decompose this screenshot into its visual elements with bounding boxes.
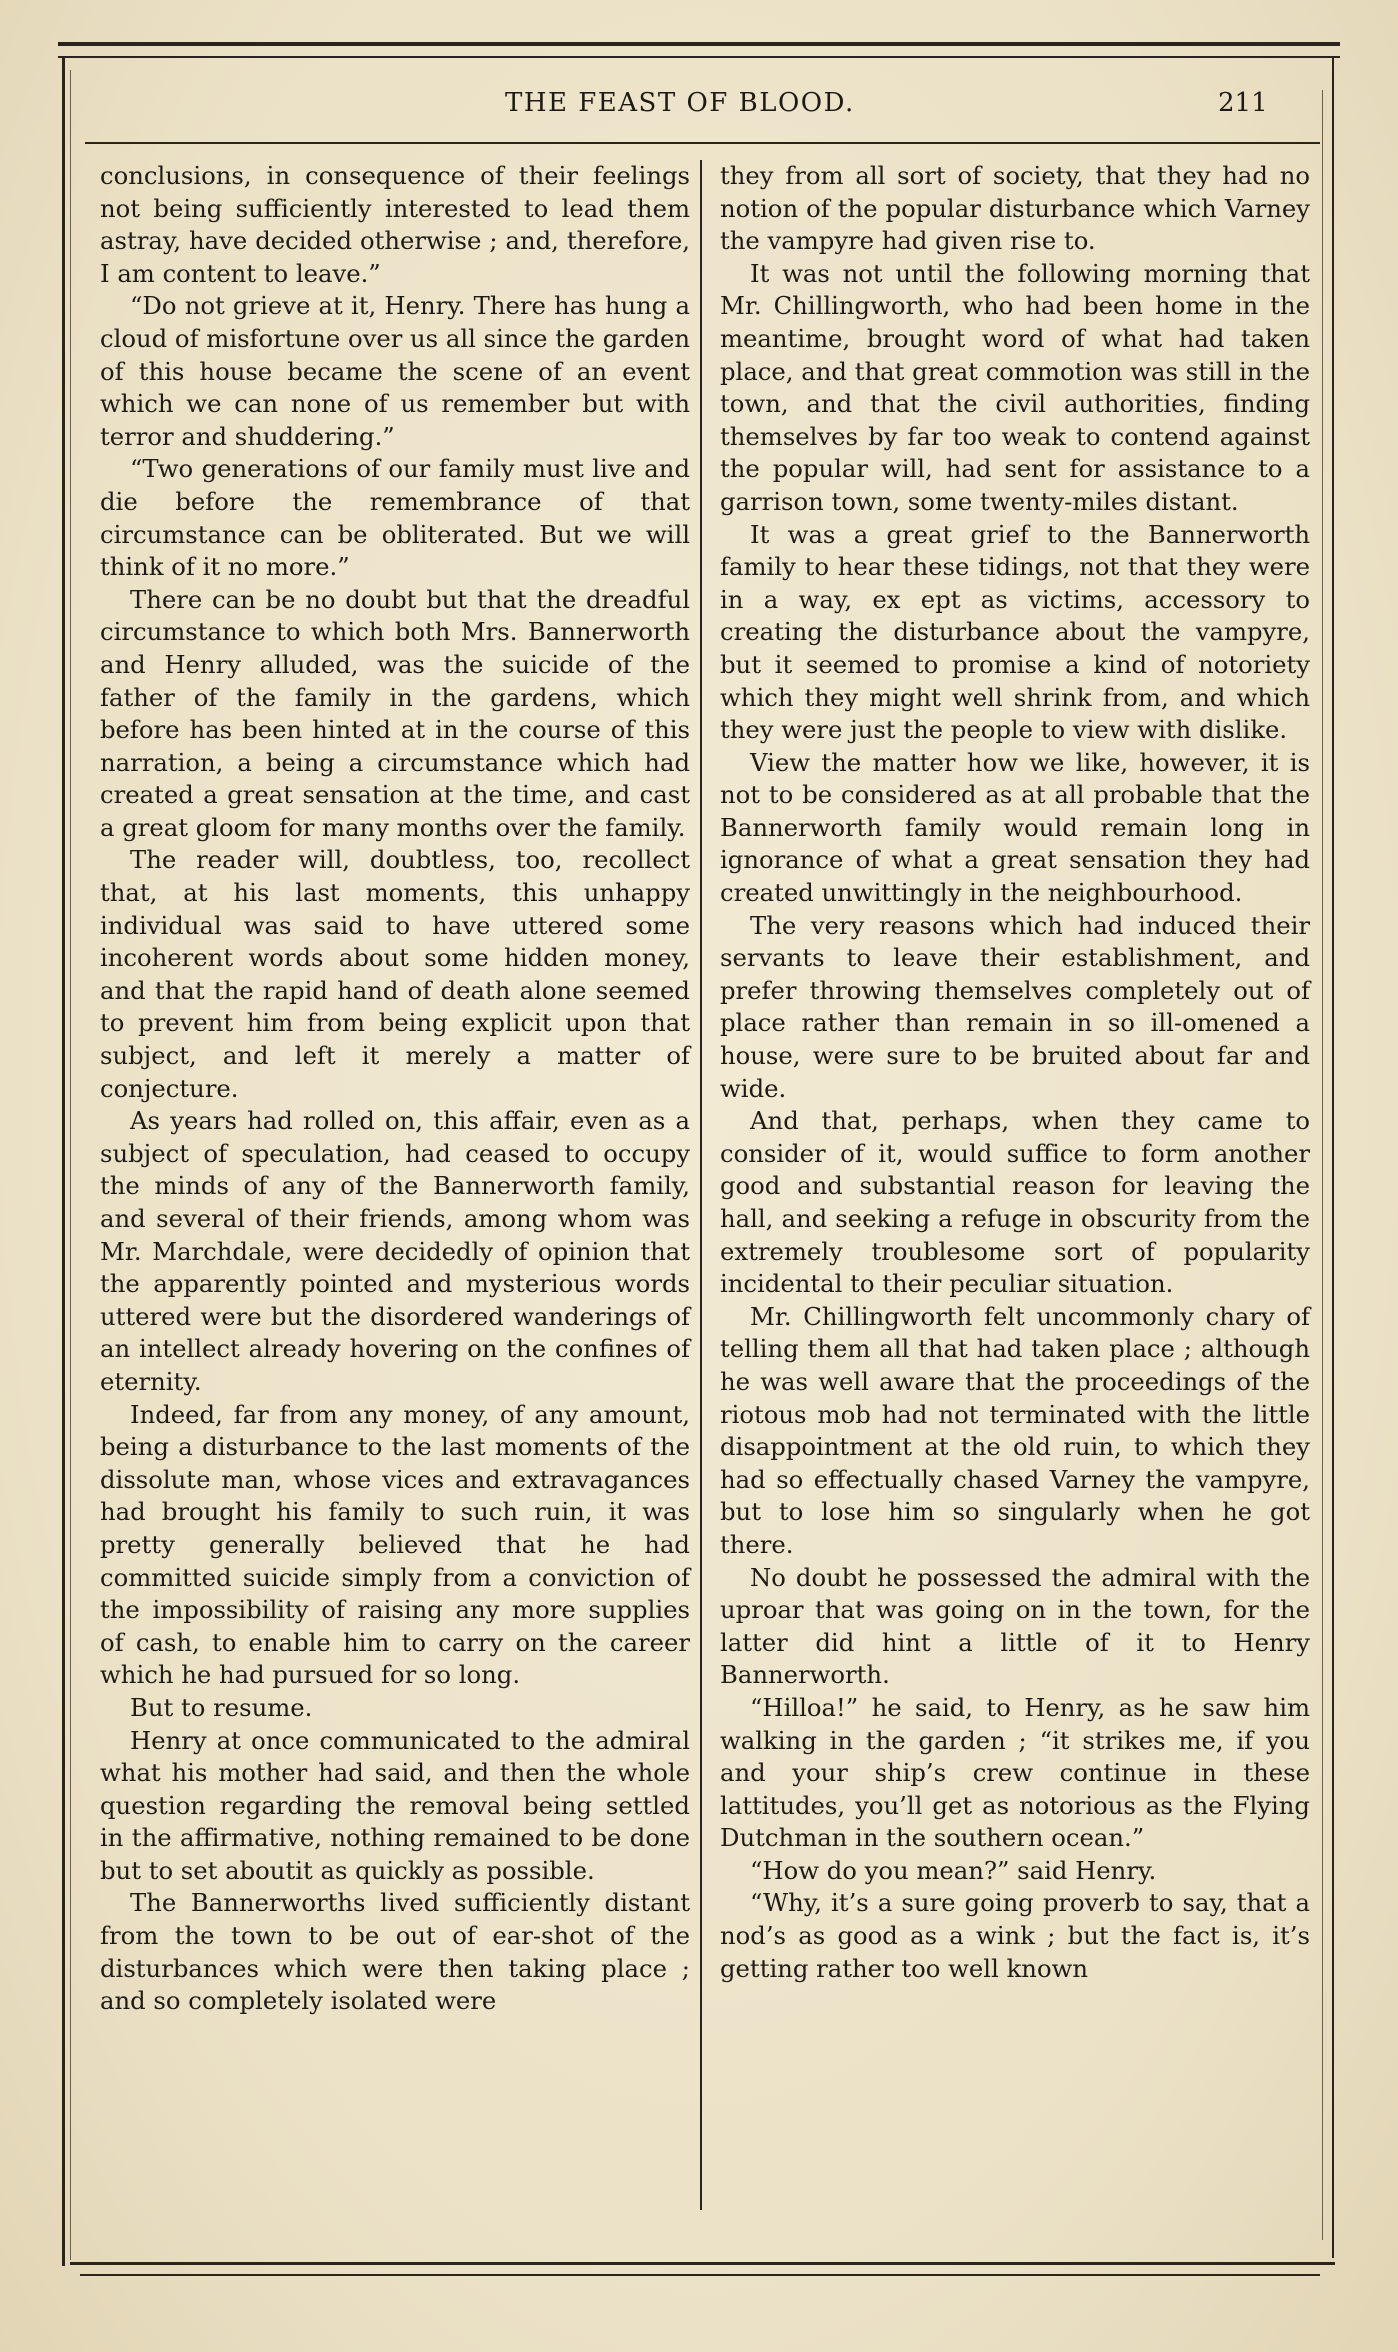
- paragraph: Henry at once communicated to the admiral what his mother had said, and then the whole question regarding the removal being settled in the affirmative, nothing remained to be done but to set aboutit as quickly as possible.: [100, 1725, 690, 1885]
- paragraph: Mr. Chillingworth felt uncommonly chary of telling them all that had taken place ; although he was well aware that the proceedings of the riotous mob had not terminated with the little disappointment at the old ruin, to which they had so effectually chased Varney the vampyre, but to lose him so singularly when he got there.: [720, 1301, 1310, 1559]
- column-divider: [700, 160, 702, 2210]
- paragraph: There can be no doubt but that the dreadful circumstance to which both Mrs. Bannerworth and Henry alluded, was the suicide of the father of the family in the gardens, which before has been hinted at in the course of this narration, a being a circumstance which had created a great sensation at the time, and cast a great gloom for many months over the family.: [100, 584, 690, 842]
- paragraph: they from all sort of society, that they had no notion of the popular disturbance which Varney the vampyre had given rise to.: [720, 161, 1310, 256]
- left-frame-line-thin: [70, 70, 71, 2260]
- header-rule: [85, 142, 1320, 144]
- left-frame-line: [62, 58, 65, 2266]
- paragraph: The very reasons which had induced their servants to leave their establishment, and prefer throwing themselves completely out of place rather than remain in so ill-omened a house, were sure to be bruited about far and wide.: [720, 910, 1310, 1103]
- paragraph: “Two generations of our family must live and die before the remembrance of that circumstance can be obliterated. But we will think of it no more.”: [100, 454, 690, 582]
- running-title: THE FEAST OF BLOOD.: [505, 88, 855, 118]
- paragraph: The Bannerworths lived sufficiently distant from the town to be out of ear-shot of the disturbances which were then taking place ; and so completely isolated were: [100, 1888, 690, 2016]
- right-frame-line: [1332, 58, 1334, 2258]
- paragraph: “Hilloa!” he said, to Henry, as he saw him walking in the garden ; “it strikes me, if you and your ship’s crew continue in these lattitudes, you’ll get as notorious as the Flying Dutchman in the southern ocean.”: [720, 1692, 1310, 1853]
- paragraph: It was not until the following morning that Mr. Chillingworth, who had been home in the meantime, brought word of what had taken place, and that great commotion was still in the town, and that the civil authorities, finding themselves by far too weak to contend against the popular will, had sent for assistance to a garrison town, some twenty-miles distant.: [720, 258, 1310, 516]
- paragraph: As years had rolled on, this affair, even as a subject of speculation, had ceased to occupy the minds of any of the Bannerworth family, and several of their friends, among whom was Mr. Marchdale, were decidedly of opinion that the apparently pointed and mysterious words uttered were but the disordered wanderings of an intellect already hovering on the confines of eternity.: [100, 1106, 690, 1396]
- left-column: [100, 160, 690, 2018]
- right-column: [720, 160, 1310, 1985]
- top-border-rule: [58, 42, 1340, 46]
- top-border-rule-thin: [58, 56, 1340, 58]
- paragraph: Indeed, far from any money, of any amount, being a disturbance to the last moments of the dissolute man, whose vices and extravagances had brought his family to such ruin, it was pretty generally believed that he had committed suicide simply from a conviction of the impossibility of raising any more supplies of cash, to enable him to carry on the career which he had pursued for so long.: [100, 1399, 690, 1690]
- paragraph: “Do not grieve at it, Henry. There has hung a cloud of misfortune over us all since the garden of this house became the scene of an event which we can none of us remember but with terror and shuddering.”: [100, 291, 690, 451]
- page-number: 211: [1218, 88, 1268, 118]
- right-frame-line-thin: [1322, 90, 1323, 2240]
- paragraph: “Why, it’s a sure going proverb to say, that a nod’s as good as a wink ; but the fact is, it’s getting rather too well known: [720, 1888, 1310, 1983]
- paragraph: The reader will, doubtless, too, recollect that, at his last moments, this unhappy individual was said to have uttered some incoherent words about some hidden money, and that the rapid hand of death alone seemed to prevent him from being explicit upon that subject, and left it merely a matter of conjecture.: [100, 845, 690, 1103]
- bottom-border-rule: [70, 2262, 1335, 2265]
- paragraph: It was a great grief to the Bannerworth family to hear these tidings, not that they were in a way, ex ept as victims, accessory to creating the disturbance about the vampyre, but it seemed to promise a kind of notoriety which they might well shrink from, and which they were just the people to view with dislike.: [720, 519, 1310, 745]
- paragraph: View the matter how we like, however, it is not to be considered as at all probable that the Bannerworth family would remain long in ignorance of what a great sensation they had created unwittingly in the neighbourhood.: [720, 747, 1310, 908]
- paragraph: But to resume.: [130, 1692, 313, 1722]
- paragraph: conclusions, in consequence of their feelings not being sufficiently interested to lead them astray, have decided otherwise ; and, therefore, I am content to leave.”: [100, 161, 690, 288]
- paragraph: “How do you mean?” said Henry.: [750, 1855, 1157, 1885]
- paragraph: And that, perhaps, when they came to consider of it, would suffice to form another good and substantial reason for leaving the hall, and seeking a refuge in obscurity from the extremely troublesome sort of popularity incidental to their peculiar situation.: [720, 1106, 1310, 1299]
- paragraph: No doubt he possessed the admiral with the uproar that was going on in the town, for the latter did hint a little of it to Henry Bannerworth.: [720, 1562, 1310, 1690]
- bottom-border-rule-thin: [80, 2274, 1320, 2276]
